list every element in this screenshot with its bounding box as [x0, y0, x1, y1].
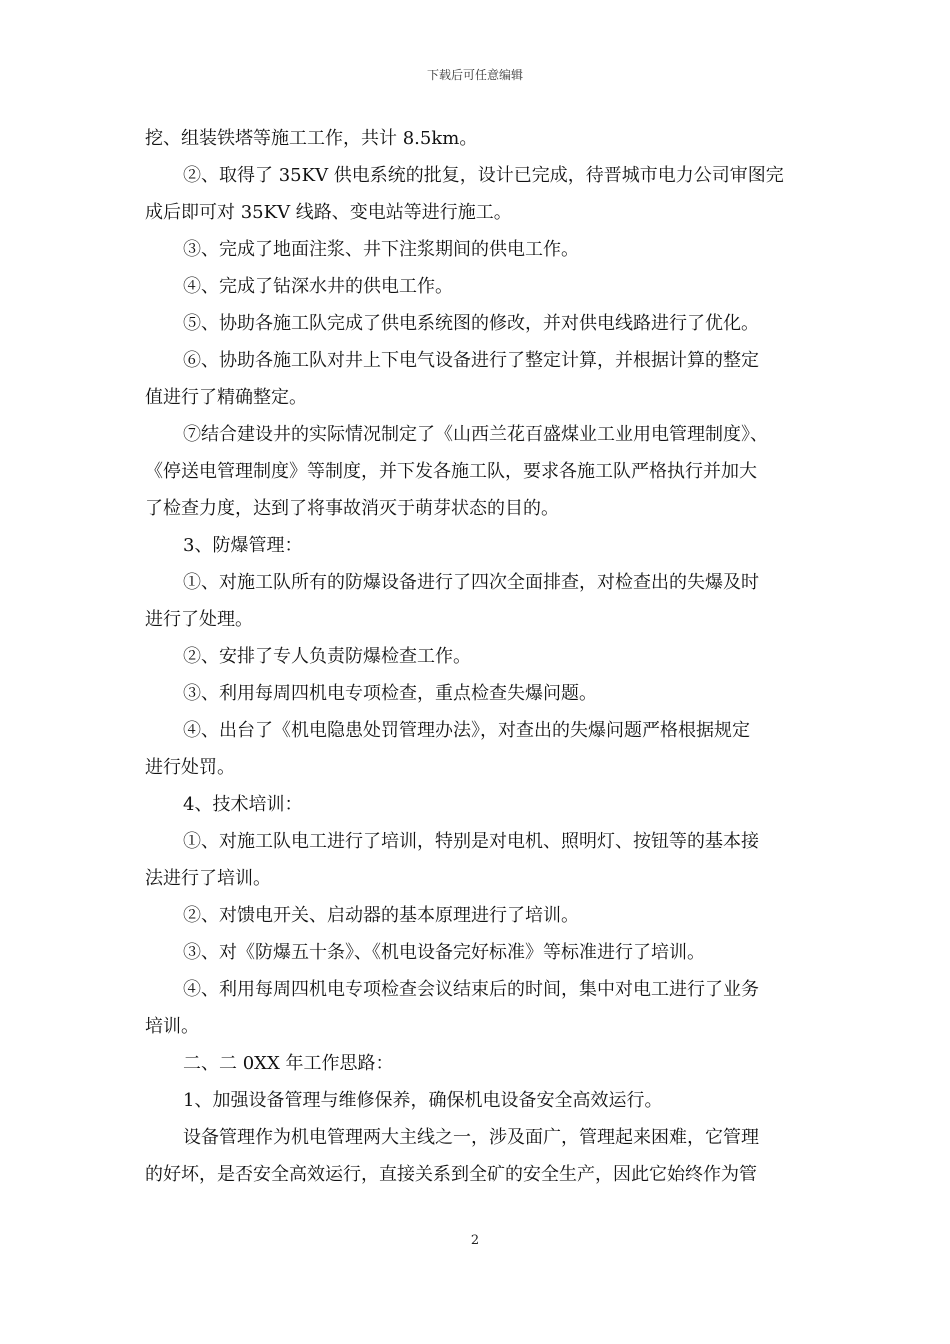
text-line: 《停送电管理制度》等制度，并下发各施工队，要求各施工队严格执行并加大 — [145, 461, 757, 482]
text-line: ⑥、协助各施工队对井上下电气设备进行了整定计算，并根据计算的整定 — [183, 350, 759, 371]
text-line: ③、利用每周四机电专项检查，重点检查失爆问题。 — [183, 683, 597, 704]
text-line: 法进行了培训。 — [145, 868, 271, 889]
page-header: 下载后可任意编辑 — [426, 68, 523, 82]
text-line: 挖、组装铁塔等施工工作，共计 8.5km。 — [145, 128, 478, 149]
text-line: 了检查力度，达到了将事故消灭于萌芽状态的目的。 — [145, 498, 559, 519]
text-line: 设备管理作为机电管理两大主线之一，涉及面广，管理起来困难，它管理 — [183, 1127, 759, 1148]
text-line: ②、取得了 35KV 供电系统的批复，设计已完成，待晋城市电力公司审图完 — [183, 165, 784, 186]
text-line: ④、完成了钻深水井的供电工作。 — [183, 276, 453, 297]
text-line: 1、加强设备管理与维修保养，确保机电设备安全高效运行。 — [183, 1090, 663, 1111]
page-number: 2 — [470, 1233, 480, 1248]
text-line: 培训。 — [145, 1016, 199, 1037]
text-line: ⑤、协助各施工队完成了供电系统图的修改，并对供电线路进行了优化。 — [183, 313, 759, 334]
text-line: 4、技术培训： — [183, 794, 303, 815]
text-line: ②、安排了专人负责防爆检查工作。 — [183, 646, 471, 667]
text-line: ④、出台了《机电隐患处罚管理办法》，对查出的失爆问题严格根据规定 — [183, 720, 750, 741]
text-line: ①、对施工队所有的防爆设备进行了四次全面排查，对检查出的失爆及时 — [183, 572, 759, 593]
text-line: ①、对施工队电工进行了培训，特别是对电机、照明灯、按钮等的基本接 — [183, 831, 759, 852]
text-line: ④、利用每周四机电专项检查会议结束后的时间，集中对电工进行了业务 — [183, 979, 759, 1000]
text-line: 的好坏，是否安全高效运行，直接关系到全矿的安全生产，因此它始终作为管 — [145, 1164, 757, 1185]
text-line: 成后即可对 35KV 线路、变电站等进行施工。 — [145, 202, 512, 223]
text-line: 3、防爆管理： — [183, 535, 303, 556]
text-line: 进行了处理。 — [145, 609, 253, 630]
text-line: ②、对馈电开关、启动器的基本原理进行了培训。 — [183, 905, 579, 926]
text-line: 二、二 0XX 年工作思路： — [183, 1053, 394, 1074]
text-line: ⑦结合建设井的实际情况制定了《山西兰花百盛煤业工业用电管理制度》、 — [183, 424, 768, 445]
text-line: 进行处罚。 — [145, 757, 235, 778]
text-line: 值进行了精确整定。 — [145, 387, 307, 408]
document-body — [145, 120, 811, 1193]
text-line: ③、完成了地面注浆、井下注浆期间的供电工作。 — [183, 239, 579, 260]
text-line: ③、对《防爆五十条》、《机电设备完好标准》等标准进行了培训。 — [183, 942, 705, 963]
